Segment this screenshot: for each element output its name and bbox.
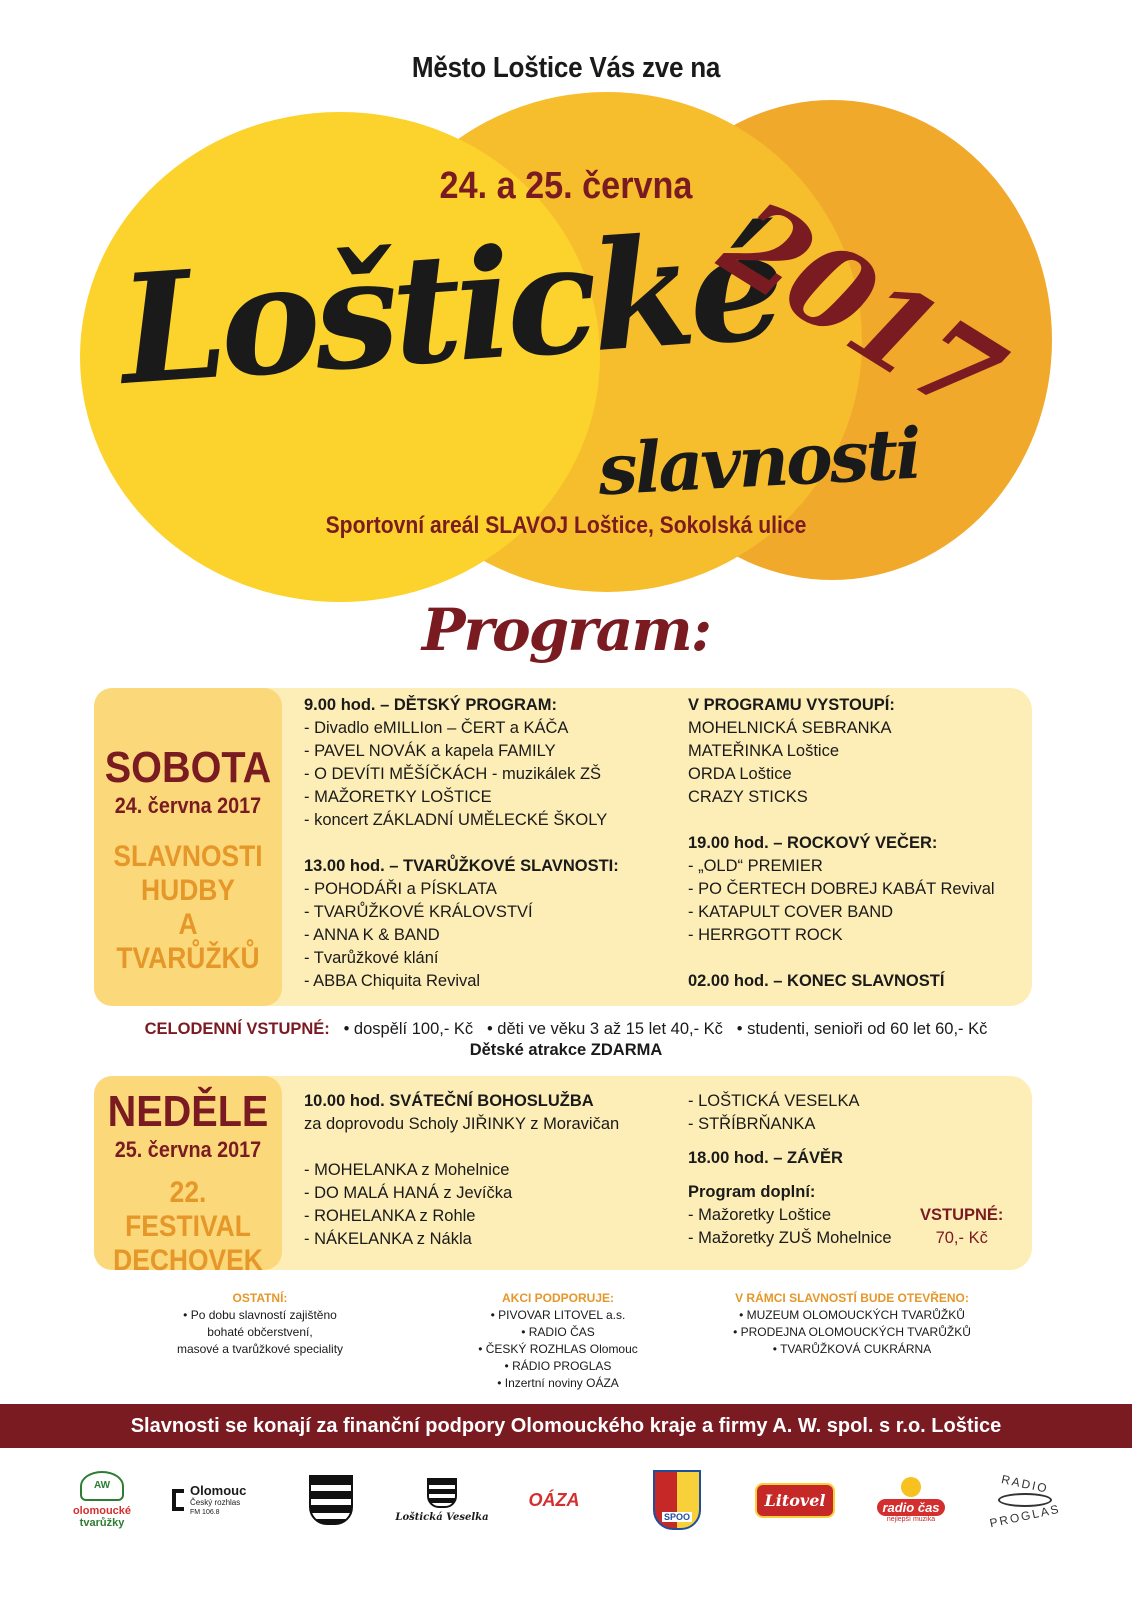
program-line: - PO ČERTECH DOBREJ KABÁT Revival bbox=[688, 880, 995, 898]
olomoucky-kraj-logo: SPOO bbox=[652, 1468, 702, 1532]
program-line: - ROHELANKA z Rohle bbox=[304, 1207, 476, 1225]
program-heading: Program: bbox=[421, 596, 711, 664]
supporters-info: AKCI PODPORUJE: • PIVOVAR LITOVEL a.s. • RADIO ČAS • ČESKÝ ROZHLAS Olomouc • RÁDIO PROGLAS • Inzertní noviny OÁZA bbox=[438, 1290, 678, 1392]
program-line: - STŘÍBRŇANKA bbox=[688, 1115, 816, 1133]
kids-attractions-free: Dětské atrakce ZDARMA bbox=[469, 1041, 663, 1059]
litovel-logo: Litovel bbox=[752, 1468, 838, 1532]
program-line bbox=[304, 1136, 619, 1159]
other-title: OSTATNÍ: bbox=[232, 1291, 288, 1305]
sunday-day-box bbox=[94, 1076, 282, 1277]
sunday-date: 25. června 2017 bbox=[114, 1137, 262, 1162]
saturday-day-name: SOBOTA bbox=[104, 743, 272, 792]
festival-title-sub: slavnosti bbox=[596, 411, 921, 512]
sunday-fee-label: VSTUPNÉ: bbox=[920, 1206, 1004, 1224]
sunday-program-left bbox=[304, 1090, 619, 1251]
program-line: - POHODÁŘI a PÍSKLATA bbox=[304, 880, 497, 898]
program-line: - Mažoretky ZUŠ Mohelnice bbox=[688, 1229, 892, 1247]
program-line: - MOHELANKA z Mohelnice bbox=[304, 1161, 510, 1179]
aw-tvaruzky-logo: AW olomoucké tvarůžky bbox=[54, 1468, 150, 1532]
support-title: AKCI PODPORUJE: bbox=[501, 1291, 614, 1305]
program-line bbox=[688, 809, 995, 832]
program-line: - TVARŮŽKOVÉ KRÁLOVSTVÍ bbox=[304, 903, 533, 921]
program-line: 9.00 hod. – DĚTSKÝ PROGRAM: bbox=[304, 696, 558, 714]
other-info: OSTATNÍ: • Po dobu slavností zajištěno bohaté občerstvení, masové a tvarůžkové speciality bbox=[150, 1290, 370, 1358]
program-line: - NÁKELANKA z Nákla bbox=[304, 1230, 472, 1248]
losticka-veselka-logo: Loštická Veselka bbox=[392, 1468, 492, 1532]
loštice-coat-of-arms-icon bbox=[306, 1468, 356, 1532]
program-line: 19.00 hod. – ROCKOVÝ VEČER: bbox=[688, 834, 938, 852]
program-line: - koncert ZÁKLADNÍ UMĚLECKÉ ŠKOLY bbox=[304, 811, 608, 829]
veselka-shield-icon bbox=[427, 1478, 457, 1508]
program-line: - O DEVÍTI MĚŠÍČKÁCH - muzikálek ZŠ bbox=[304, 765, 602, 783]
program-line: ORDA Loštice bbox=[688, 765, 792, 783]
saturday-theme: SLAVNOSTI HUDBY A TVARŮŽKŮ bbox=[113, 840, 263, 975]
festival-dates: 24. a 25. června bbox=[439, 165, 693, 207]
venue-text: Sportovní areál SLAVOJ Loštice, Sokolská ulice bbox=[325, 512, 807, 539]
sunday-fee bbox=[920, 1204, 1003, 1250]
program-line: Program doplní: bbox=[688, 1183, 816, 1201]
program-line: MATEŘINKA Loštice bbox=[688, 742, 839, 760]
program-line: V PROGRAMU VYSTOUPÍ: bbox=[688, 696, 895, 714]
program-line: - DO MALÁ HANÁ z Jevíčka bbox=[304, 1184, 513, 1202]
admission-label: CELODENNÍ VSTUPNÉ: bbox=[144, 1020, 330, 1038]
program-line: - ABBA Chiquita Revival bbox=[304, 972, 481, 990]
program-line: 13.00 hod. – TVARŮŽKOVÉ SLAVNOSTI: bbox=[304, 857, 619, 875]
radio-proglas-logo: RADIO PROGLAS bbox=[988, 1472, 1062, 1531]
program-line: - „OLD“ PREMIER bbox=[688, 857, 823, 875]
program-line: - Divadlo eMILLIon – ČERT a KÁČA bbox=[304, 719, 569, 737]
festival-title-main: Loštické bbox=[114, 197, 785, 419]
saturday-program-right bbox=[688, 694, 995, 993]
program-line bbox=[304, 832, 619, 855]
program-line: - Tvarůžkové klání bbox=[304, 949, 439, 967]
program-line: - Mažoretky Loštice bbox=[688, 1206, 832, 1224]
program-line: CRAZY STICKS bbox=[688, 788, 808, 806]
aw-badge-icon: AW bbox=[80, 1471, 124, 1501]
program-line: 02.00 hod. – KONEC SLAVNOSTÍ bbox=[688, 972, 945, 990]
admission-kids: • děti ve věku 3 až 15 let 40,- Kč bbox=[486, 1020, 723, 1038]
sunday-fee-value: 70,- Kč bbox=[935, 1229, 988, 1247]
program-line: - ANNA K & BAND bbox=[304, 926, 440, 944]
saturday-day-box bbox=[94, 688, 282, 1006]
program-line: - MAŽORETKY LOŠTICE bbox=[304, 788, 492, 806]
open-title: V RÁMCI SLAVNOSTÍ BUDE OTEVŘENO: bbox=[735, 1291, 969, 1305]
festival-year: 2017 bbox=[700, 175, 1021, 443]
program-line: - HERRGOTT ROCK bbox=[688, 926, 843, 944]
program-line bbox=[688, 947, 995, 970]
saturday-program-left bbox=[304, 694, 619, 993]
invitation-text: Město Loštice Vás zve na bbox=[411, 52, 721, 84]
program-line: za doprovodu Scholy JIŘINKY z Moravičan bbox=[304, 1115, 620, 1133]
admission-line bbox=[0, 1018, 1132, 1041]
sponsor-banner: Slavnosti se konají za finanční podpory Olomouckého kraje a firmy A. W. spol. s r.o. Loštice bbox=[0, 1404, 1132, 1448]
program-line: 10.00 hod. SVÁTEČNÍ BOHOSLUŽBA bbox=[304, 1092, 594, 1110]
program-line: - PAVEL NOVÁK a kapela FAMILY bbox=[304, 742, 556, 760]
admission-students: • studenti, senioři od 60 let 60,- Kč bbox=[736, 1020, 988, 1038]
sunday-theme: 22. FESTIVAL DECHOVEK bbox=[113, 1176, 263, 1277]
sunday-program-right bbox=[688, 1090, 892, 1250]
program-line: - LOŠTICKÁ VESELKA bbox=[688, 1092, 860, 1110]
rozhlas-icon bbox=[172, 1489, 184, 1511]
sunday-day-name: NEDĚLE bbox=[107, 1087, 269, 1136]
radio-cas-logo: radio čas nejlepší muzika bbox=[866, 1468, 956, 1532]
cesky-rozhlas-logo: Olomouc Český rozhlas FM 106.8 bbox=[172, 1468, 272, 1532]
program-line: MOHELNICKÁ SEBRANKA bbox=[688, 719, 892, 737]
saturday-date: 24. června 2017 bbox=[114, 793, 262, 818]
admission-adult: • dospělí 100,- Kč bbox=[343, 1020, 474, 1038]
program-line: 18.00 hod. – ZÁVĚR bbox=[688, 1149, 843, 1167]
oaza-logo: OÁZA bbox=[528, 1489, 580, 1510]
open-venues-info: V RÁMCI SLAVNOSTÍ BUDE OTEVŘENO: • MUZEUM OLOMOUCKÝCH TVARŮŽKŮ • PRODEJNA OLOMOUCKÝCH TVARŮŽKŮ • TVARŮŽKOVÁ CUKRÁRNA bbox=[712, 1290, 992, 1358]
program-line: - KATAPULT COVER BAND bbox=[688, 903, 894, 921]
sun-icon bbox=[901, 1477, 921, 1497]
